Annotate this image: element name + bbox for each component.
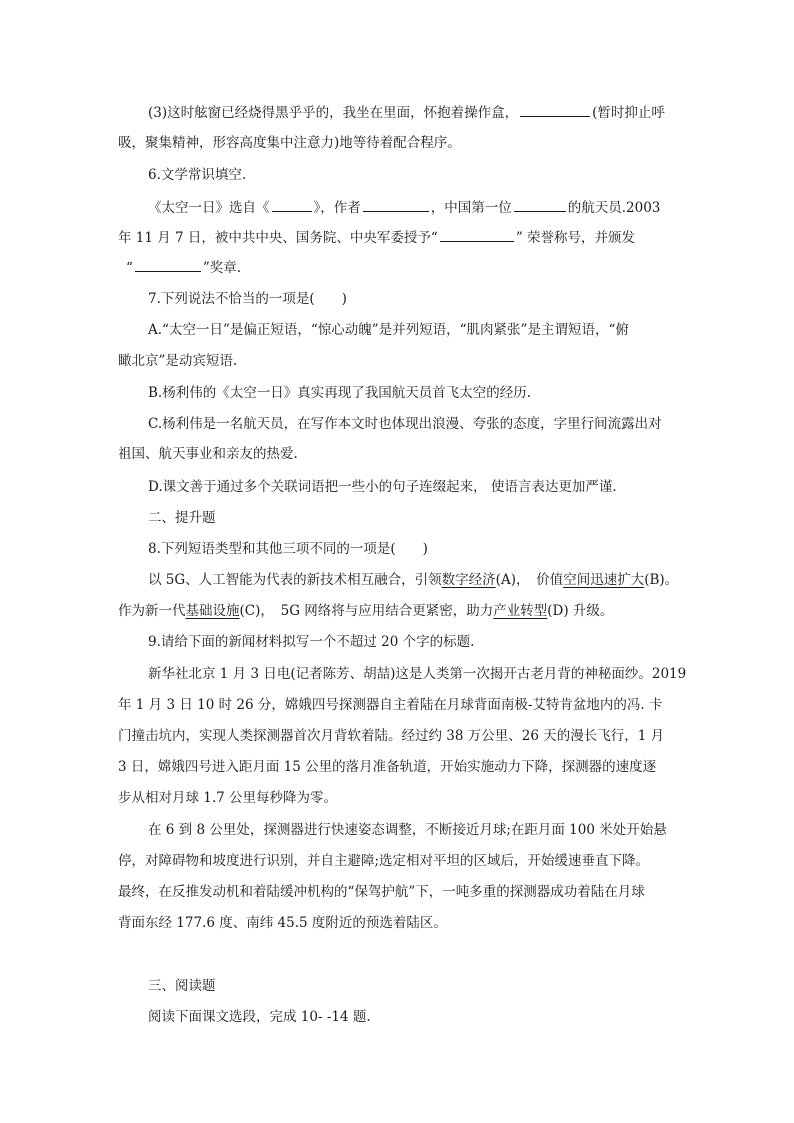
q7-option-a-line1: A.“太空一日”是偏正短语，“惊心动魄”是并列短语，“肌肉紧张”是主谓短语，“俯 — [148, 322, 629, 338]
answer-blank[interactable] — [272, 197, 312, 212]
underlined-phrase-a: 数字经济 — [441, 572, 496, 588]
underlined-phrase-b: 空间迅速扩大 — [563, 572, 645, 588]
news-paragraph-2-line: 背面东经 177.6 度、南纬 45.5 度附近的预选着陆区。 — [118, 915, 447, 931]
q6-stem: 6.文学常识填空. — [148, 167, 247, 183]
section-heading-3: 三、阅读题 — [148, 978, 216, 994]
q8-line1: 以 5G、人工智能为代表的新技术相互融合，引领数字经济(A)， 价值空间迅速扩大(B)。 — [148, 572, 679, 588]
q7-option-b: B.杨利伟的《太空一日》真实再现了我国航天员首飞太空的经历. — [148, 385, 532, 401]
news-paragraph-1-line: 3 日，嫦娥四号进入距月面 15 公里的落月准备轨道，开始实施动力下降，探测器的速度逐 — [118, 759, 657, 775]
news-paragraph-2-line: 在 6 到 8 公里处，探测器进行快速姿态调整，不断接近月球;在距月面 100 米处开始悬 — [148, 822, 667, 838]
answer-blank[interactable] — [363, 197, 429, 212]
q6-line1: 《太空一日》选自《 》，作者 ，中国第一位 的航天员.2003 — [148, 197, 660, 218]
news-paragraph-2-line: 停，对障碍物和坡度进行识别，并自主避障;选定相对平坦的区域后，开始缓速垂直下降。 — [118, 853, 650, 869]
news-paragraph-1-line: 门撞击坑内，实现人类探测器首次月背软着陆。经过约 38 万公里、26 天的漫长飞行，1 月 — [118, 728, 665, 744]
q8-line2: 作为新一代基础设施(C)， 5G 网络将与应用结合更紧密，助力产业转型(D) 升级。 — [118, 603, 614, 619]
q7-option-c-line1: C.杨利伟是一名航天员，在写作本文时也体现出浪漫、夸张的态度，字里行间流露出对 — [148, 416, 662, 432]
section-heading-2: 二、提升题 — [148, 510, 216, 526]
q6-line2: 年 11 月 7 日，被中共中央、国务院、中央军委授予“ ” 荣誉称号，并颁发 — [118, 227, 635, 248]
q7-option-c-line2: 祖国、航天事业和亲友的热爱. — [118, 446, 298, 462]
q7-stem: 7.下列说法不恰当的一项是( ) — [148, 291, 347, 307]
q5-3-line1: (3)这时舷窗已经烧得黑乎乎的，我坐在里面，怀抱着操作盒， (暂时抑止呼 — [148, 102, 665, 123]
q6-line3: “ ”奖章. — [126, 257, 241, 278]
answer-blank[interactable] — [440, 227, 514, 242]
q9-stem: 9.请给下面的新闻材料拟写一个不超过 20 个字的标题. — [148, 634, 475, 650]
news-paragraph-1-line: 年 1 月 3 日 10 时 26 分，嫦娥四号探测器自主着陆在月球背面南极-艾特肯盆地内的冯. 卡 — [118, 697, 663, 713]
q5-3-line2: 吸，聚集精神，形容高度集中注意力)地等待着配合程序。 — [118, 135, 461, 151]
news-paragraph-2-line: 最终，在反推发动机和着陆缓冲机构的“保驾护航”下，一吨多重的探测器成功着陆在月球 — [118, 884, 645, 900]
q7-option-a-line2: 瞰北京”是动宾短语. — [118, 353, 238, 369]
answer-blank[interactable] — [514, 197, 566, 212]
news-paragraph-1-line: 新华社北京 1 月 3 日电(记者陈芳、胡喆)这是人类第一次揭开古老月背的神秘面纱。2019 — [148, 666, 687, 682]
underlined-phrase-d: 产业转型 — [493, 603, 548, 619]
answer-blank[interactable] — [520, 102, 590, 117]
answer-blank[interactable] — [135, 257, 201, 272]
news-paragraph-1-line: 步从相对月球 1.7 公里每秒降为零。 — [118, 790, 338, 806]
q7-option-d: D.课文善于通过多个关联词语把一些小的句子连缀起来， 使语言表达更加严谨. — [148, 479, 617, 495]
reading-instructions: 阅读下面课文选段，完成 10- -14 题. — [148, 1009, 371, 1025]
underlined-phrase-c: 基础设施 — [185, 603, 240, 619]
q8-stem: 8.下列短语类型和其他三项不同的一项是( ) — [148, 541, 428, 557]
